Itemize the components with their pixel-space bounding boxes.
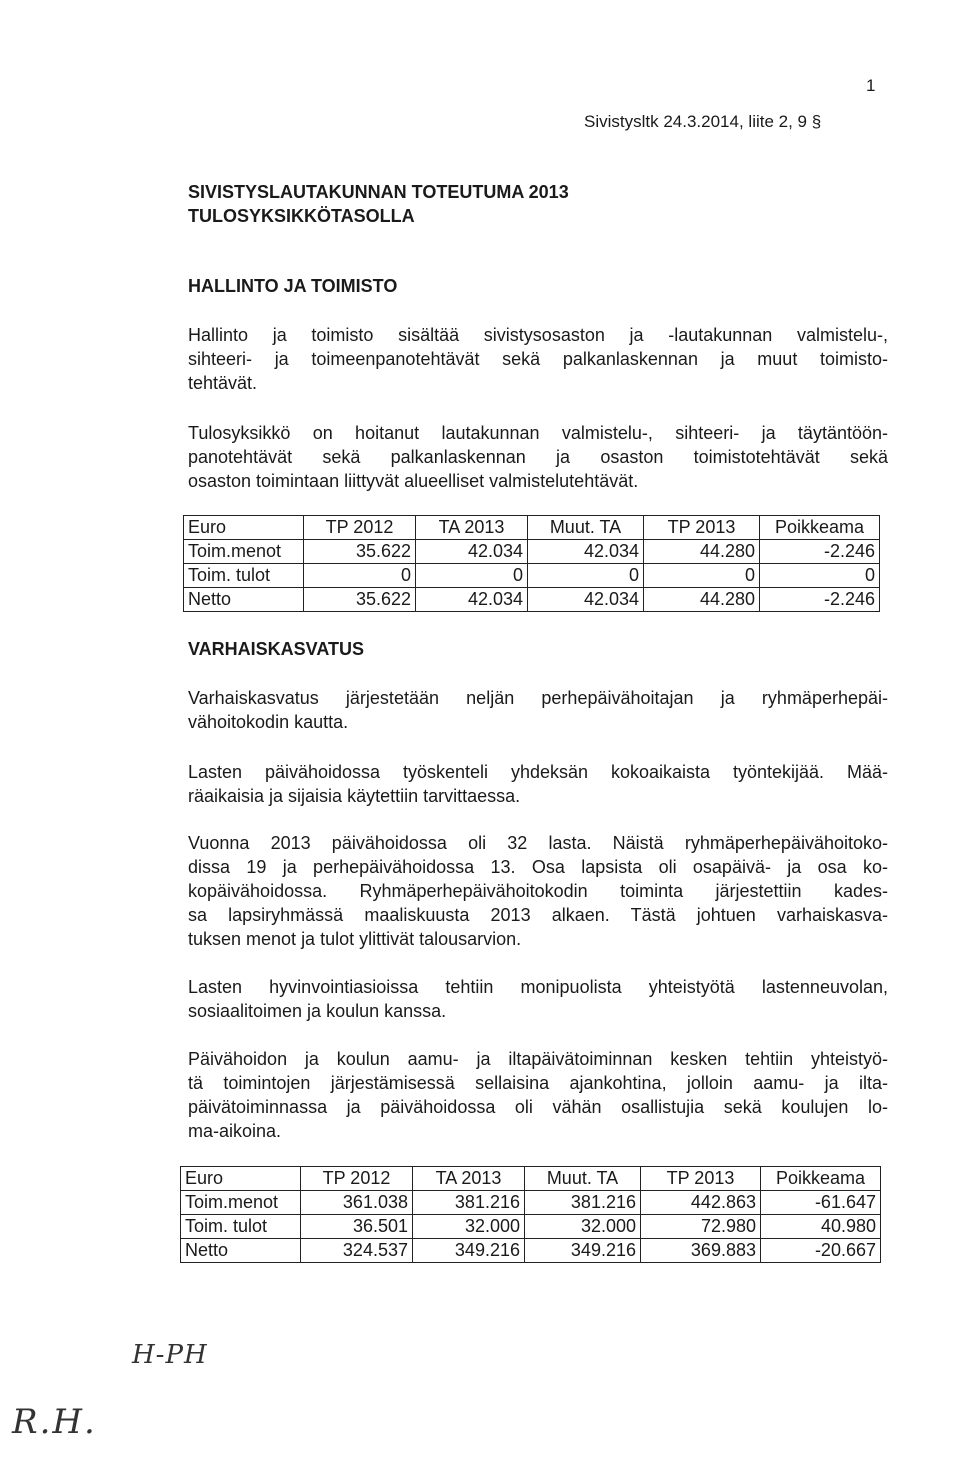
handwritten-signature-initials: R.H. (12, 1402, 97, 1442)
table-cell: 44.280 (644, 588, 760, 612)
table-cell: Toim.menot (181, 1191, 301, 1215)
table-header-cell: TP 2012 (304, 516, 416, 540)
page-number: 1 (866, 76, 876, 95)
text-line: kopäivähoidossa. Ryhmäperhepäivähoitokodin toiminta järjestettiin kades- (188, 881, 888, 901)
table-cell: 324.537 (301, 1239, 413, 1263)
text-line: Lasten päivähoidossa työskenteli yhdeksän kokoaikaista työntekijää. Mää- (188, 762, 888, 782)
text-line: vähoitokodin kautta. (188, 712, 349, 732)
table-header-cell: Poikkeama (760, 516, 880, 540)
table-header-cell: Poikkeama (761, 1167, 881, 1191)
table-cell: 0 (644, 564, 760, 588)
document-title-line-2: TULOSYKSIKKÖTASOLLA (188, 206, 415, 226)
varhaiskasvatus-paragraph-3 (188, 831, 888, 951)
table-cell: 381.216 (525, 1191, 641, 1215)
table-cell: 361.038 (301, 1191, 413, 1215)
table-cell: 35.622 (304, 540, 416, 564)
table-cell: 44.280 (644, 540, 760, 564)
table-cell: 0 (416, 564, 528, 588)
text-line: tä toimintojen järjestämisessä sellaisina ajankohtina, jolloin aamu- ja ilta- (188, 1073, 888, 1093)
document-title (188, 180, 569, 228)
table-row (181, 1191, 881, 1215)
varhaiskasvatus-paragraph-2 (188, 760, 888, 808)
text-line: Lasten hyvinvointiasioissa tehtiin monipuolista yhteistyötä lastenneuvolan, (188, 977, 888, 997)
table-row (184, 588, 880, 612)
text-line: sa lapsiryhmässä maaliskuusta 2013 alkaen. Tästä johtuen varhaiskasva- (188, 905, 888, 925)
handwritten-note-initials: H-PH (132, 1340, 208, 1370)
text-line: tehtävät. (188, 373, 258, 393)
table-header-row (184, 516, 880, 540)
text-line: panotehtävät sekä palkanlaskennan ja osaston toimistotehtävät sekä (188, 447, 888, 467)
table-cell: Toim.menot (184, 540, 304, 564)
table-header-cell: Euro (184, 516, 304, 540)
table-cell: Netto (181, 1239, 301, 1263)
table-cell: 0 (528, 564, 644, 588)
table-cell: -2.246 (760, 540, 880, 564)
varhaiskasvatus-paragraph-5 (188, 1047, 888, 1143)
table-row (184, 540, 880, 564)
table-cell: 349.216 (525, 1239, 641, 1263)
table-cell: 0 (760, 564, 880, 588)
table-header-cell: Muut. TA (528, 516, 644, 540)
table-cell: 42.034 (528, 588, 644, 612)
table-cell: 369.883 (641, 1239, 761, 1263)
table-row (181, 1239, 881, 1263)
hallinto-paragraph-1 (188, 323, 888, 395)
table-header-row (181, 1167, 881, 1191)
table-cell: -20.667 (761, 1239, 881, 1263)
table-cell: 40.980 (761, 1215, 881, 1239)
table-cell: -2.246 (760, 588, 880, 612)
table-cell: Netto (184, 588, 304, 612)
table-cell: 42.034 (416, 588, 528, 612)
table-cell: Toim. tulot (181, 1215, 301, 1239)
text-line: ma-aikoina. (188, 1121, 282, 1141)
text-line: sihteeri- ja toimeenpanotehtävät sekä palkanlaskennan ja muut toimisto- (188, 349, 888, 369)
table-header-cell: Euro (181, 1167, 301, 1191)
table-header-cell: TA 2013 (416, 516, 528, 540)
table-header-cell: Muut. TA (525, 1167, 641, 1191)
text-line: päivätoiminnassa ja päivähoidossa oli vähän osallistujia sekä koulujen lo- (188, 1097, 888, 1117)
table-row (184, 564, 880, 588)
text-line: räaikaisia ja sijaisia käytettiin tarvittaessa. (188, 786, 521, 806)
table-cell: 35.622 (304, 588, 416, 612)
table-cell: 32.000 (525, 1215, 641, 1239)
table-cell: 42.034 (416, 540, 528, 564)
text-line: sosiaalitoimen ja koulun kanssa. (188, 1001, 447, 1021)
header-reference: Sivistysltk 24.3.2014, liite 2, 9 § (584, 112, 822, 131)
hallinto-paragraph-2 (188, 421, 888, 493)
text-line: Päivähoidon ja koulun aamu- ja iltapäivätoiminnan kesken tehtiin yhteistyö- (188, 1049, 888, 1069)
varhaiskasvatus-paragraph-4 (188, 975, 888, 1023)
table-header-cell: TP 2013 (644, 516, 760, 540)
table-cell: 442.863 (641, 1191, 761, 1215)
section-heading-hallinto: HALLINTO JA TOIMISTO (188, 276, 398, 296)
table-header-cell: TP 2012 (301, 1167, 413, 1191)
text-line: tuksen menot ja tulot ylittivät talousarvion. (188, 929, 522, 949)
table-row (181, 1215, 881, 1239)
table-cell: 0 (304, 564, 416, 588)
text-line: Hallinto ja toimisto sisältää sivistysosaston ja -lautakunnan valmistelu-, (188, 325, 888, 345)
text-line: osaston toimintaan liittyvät alueelliset valmistelutehtävät. (188, 471, 639, 491)
table-header-cell: TP 2013 (641, 1167, 761, 1191)
varhaiskasvatus-budget-table (180, 1166, 881, 1263)
table-cell: 36.501 (301, 1215, 413, 1239)
table-cell: 72.980 (641, 1215, 761, 1239)
document-title-line-1: SIVISTYSLAUTAKUNNAN TOTEUTUMA 2013 (188, 182, 569, 202)
text-line: Varhaiskasvatus järjestetään neljän perhepäivähoitajan ja ryhmäperhepäi- (188, 688, 888, 708)
text-line: dissa 19 ja perhepäivähoidossa 13. Osa lapsista oli osapäivä- ja osa ko- (188, 857, 888, 877)
section-heading-varhaiskasvatus: VARHAISKASVATUS (188, 639, 365, 659)
text-line: Vuonna 2013 päivähoidossa oli 32 lasta. Näistä ryhmäperhepäivähoitoko- (188, 833, 888, 853)
varhaiskasvatus-paragraph-1 (188, 686, 888, 734)
table-cell: 32.000 (413, 1215, 525, 1239)
table-cell: 349.216 (413, 1239, 525, 1263)
hallinto-budget-table (183, 515, 880, 612)
table-cell: 381.216 (413, 1191, 525, 1215)
text-line: Tulosyksikkö on hoitanut lautakunnan valmistelu-, sihteeri- ja täytäntöön- (188, 423, 888, 443)
table-cell: -61.647 (761, 1191, 881, 1215)
table-cell: 42.034 (528, 540, 644, 564)
table-header-cell: TA 2013 (413, 1167, 525, 1191)
table-cell: Toim. tulot (184, 564, 304, 588)
